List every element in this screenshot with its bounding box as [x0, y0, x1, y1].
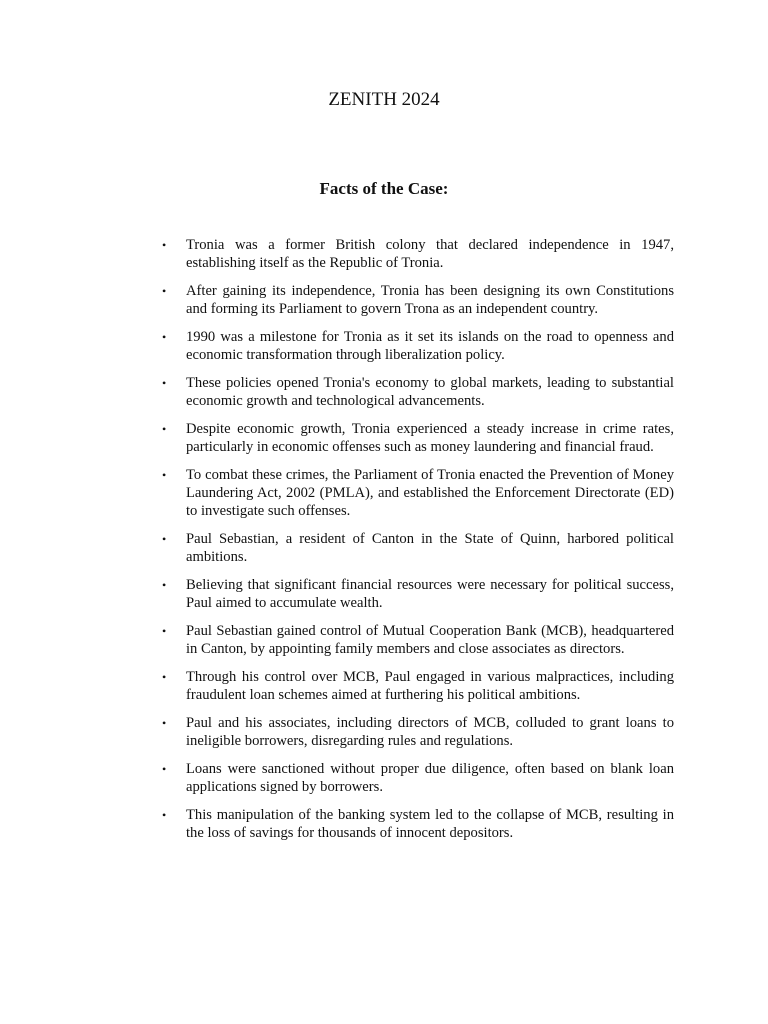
fact-text: Loans were sanctioned without proper due diligence, often based on blank loan applications signed by borrowers.: [186, 761, 674, 795]
bullet-icon: •: [162, 762, 167, 776]
bullet-icon: •: [162, 670, 167, 684]
fact-item: [162, 668, 674, 704]
bullet-icon: •: [162, 330, 167, 344]
fact-item: [162, 374, 674, 410]
fact-text: Paul and his associates, including directors of MCB, colluded to grant loans to ineligible borrowers, disregarding rules and regulations.: [186, 715, 674, 749]
bullet-icon: •: [162, 468, 167, 482]
bullet-icon: •: [162, 578, 167, 592]
fact-text: 1990 was a milestone for Tronia as it set its islands on the road to openness and economic transformation through liberalization policy.: [186, 329, 674, 363]
fact-item: [162, 714, 674, 750]
bullet-icon: •: [162, 624, 167, 638]
fact-text: Tronia was a former British colony that declared independence in 1947, establishing itself as the Republic of Tronia.: [186, 237, 674, 271]
section-heading: Facts of the Case:: [319, 179, 449, 198]
fact-text: Paul Sebastian, a resident of Canton in the State of Quinn, harbored political ambitions.: [186, 531, 674, 565]
fact-text: Despite economic growth, Tronia experienced a steady increase in crime rates, particularly in economic offenses such as money laundering and financial fraud.: [186, 421, 674, 455]
fact-text: Paul Sebastian gained control of Mutual Cooperation Bank (MCB), headquartered in Canton, by appointing family members and close associates as directors.: [186, 623, 674, 657]
fact-text: After gaining its independence, Tronia has been designing its own Constitutions and forming its Parliament to govern Trona as an independent country.: [186, 283, 674, 317]
bullet-icon: •: [162, 422, 167, 436]
fact-text: Through his control over MCB, Paul engaged in various malpractices, including fraudulent loan schemes aimed at furthering his political ambitions.: [186, 669, 674, 703]
fact-item: [162, 530, 674, 566]
fact-item: [162, 622, 674, 658]
fact-text: This manipulation of the banking system led to the collapse of MCB, resulting in the loss of savings for thousands of innocent depositors.: [186, 807, 674, 841]
fact-item: [162, 576, 674, 612]
bullet-icon: •: [162, 376, 167, 390]
bullet-icon: •: [162, 808, 167, 822]
bullet-icon: •: [162, 716, 167, 730]
fact-item: [162, 806, 674, 842]
facts-list: [162, 236, 674, 852]
fact-text: Believing that significant financial resources were necessary for political success, Paul aimed to accumulate wealth.: [186, 577, 674, 611]
fact-item: [162, 328, 674, 364]
bullet-icon: •: [162, 238, 167, 252]
fact-item: [162, 282, 674, 318]
document-title: ZENITH 2024: [328, 89, 440, 110]
fact-item: [162, 760, 674, 796]
fact-text: To combat these crimes, the Parliament of Tronia enacted the Prevention of Money Laundering Act, 2002 (PMLA), and established the Enforcement Directorate (ED) to investigate such offenses.: [186, 467, 674, 519]
fact-item: [162, 466, 674, 520]
fact-item: [162, 236, 674, 272]
fact-item: [162, 420, 674, 456]
fact-text: These policies opened Tronia's economy to global markets, leading to substantial economic growth and technological advancements.: [186, 375, 674, 409]
bullet-icon: •: [162, 532, 167, 546]
bullet-icon: •: [162, 284, 167, 298]
